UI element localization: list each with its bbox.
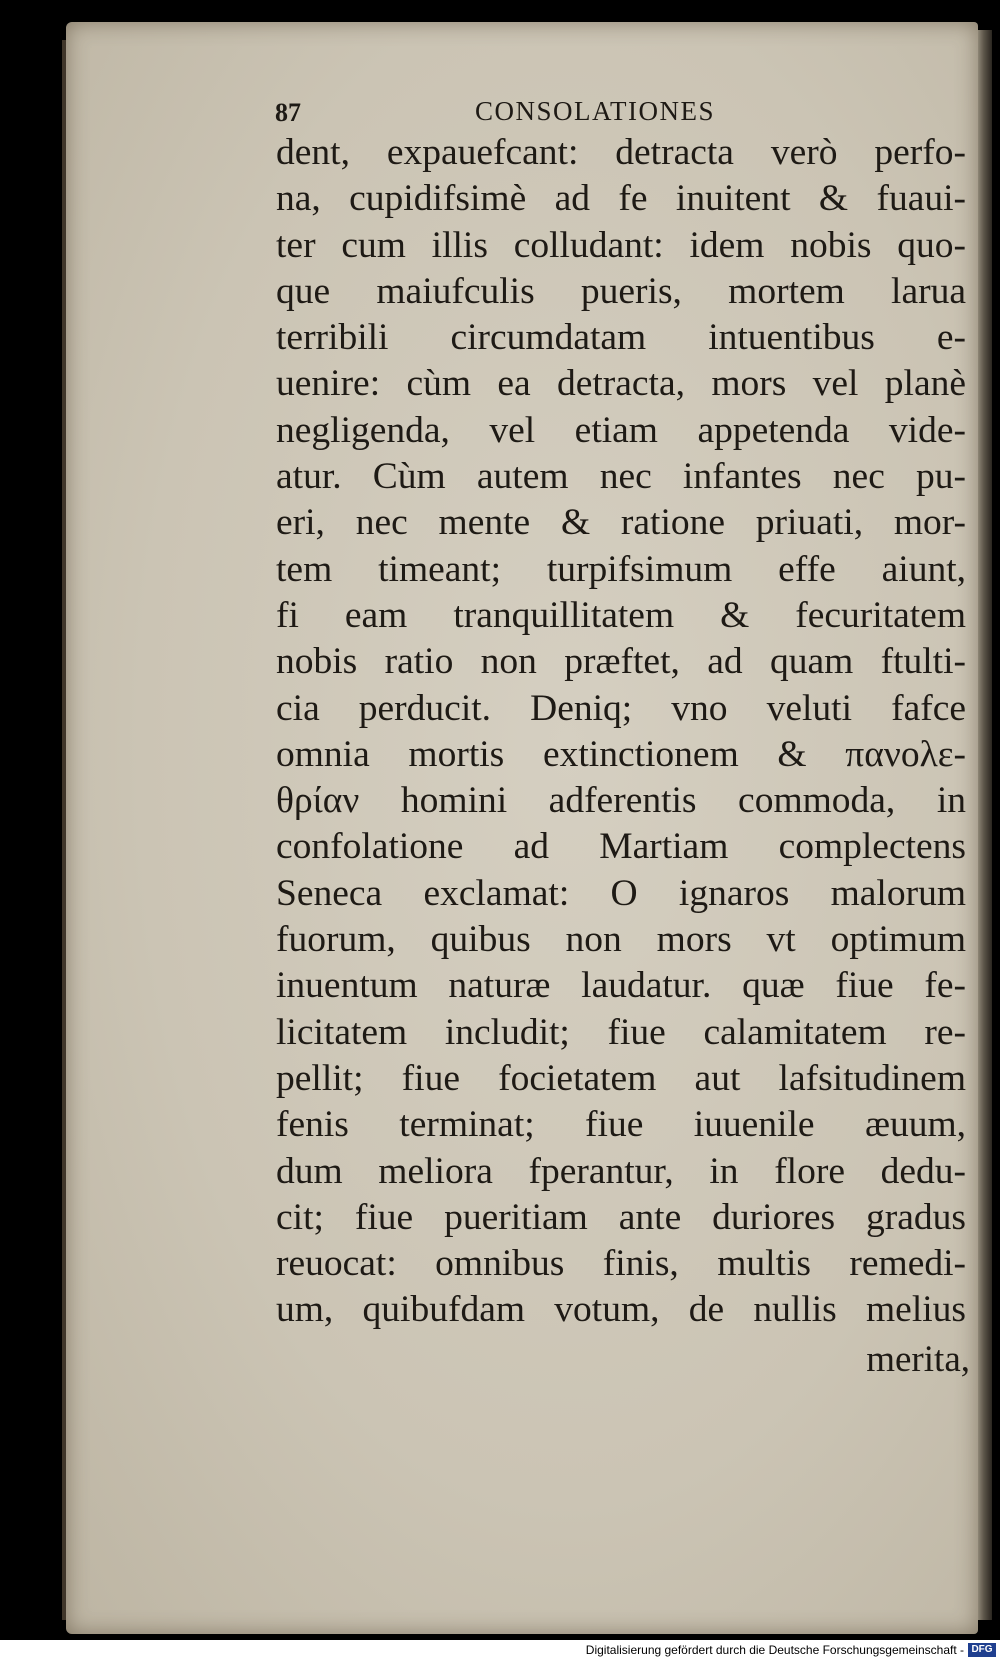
text-line: ter cum illis colludant: idem nobis quo- xyxy=(276,224,966,266)
text-line: Seneca exclamat: O ignaros malorum xyxy=(276,872,966,914)
text-line: confolatione ad Martiam complectens xyxy=(276,826,966,868)
text-line: uenire: cùm ea detracta, mors vel planè xyxy=(276,363,966,405)
text-line: reuocat: omnibus finis, multis remedi- xyxy=(276,1243,966,1285)
text-line: licitatem includit; fiue calamitatem re- xyxy=(276,1011,966,1053)
dfg-logo-icon: DFG xyxy=(968,1643,996,1657)
text-line: nobis ratio non præftet, ad quam ftulti- xyxy=(276,641,966,683)
text-line: θρίαν homini adferentis commoda, in xyxy=(276,780,966,822)
running-title: CONSOLATIONES xyxy=(475,96,716,126)
page-number: 87 xyxy=(275,98,301,127)
text-line: terribili circumdatam intuentibus e- xyxy=(276,317,966,359)
text-line: fi eam tranquillitatem & fecuritatem xyxy=(276,594,966,636)
text-line: negligenda, vel etiam appetenda vide- xyxy=(276,409,966,451)
text-line: inuentum naturæ laudatur. quæ fiue fe- xyxy=(276,965,966,1007)
funding-credit: Digitalisierung gefördert durch die Deutsche Forschungsgemeinschaft - xyxy=(585,1643,964,1657)
text-line: na, cupidifsimè ad fe inuitent & fuaui- xyxy=(276,178,966,220)
text-line: cia perducit. Deniq; vno veluti fafce xyxy=(276,687,966,729)
text-line: dent, expauefcant: detracta verò perfo- xyxy=(276,132,966,173)
text-line: um, quibufdam votum, de nullis melius xyxy=(276,1289,966,1331)
text-line: fuorum, quibus non mors vt optimum xyxy=(276,919,966,961)
text-line: omnia mortis extinctionem & πανολε- xyxy=(276,733,966,775)
text-line: cit; fiue pueritiam ante duriores gradus xyxy=(276,1196,966,1238)
body-text xyxy=(276,130,966,1334)
text-line: atur. Cùm autem nec infantes nec pu- xyxy=(276,456,966,498)
text-line: tem timeant; turpifsimum effe aiunt, xyxy=(276,548,966,590)
text-line: que maiufculis pueris, mortem larua xyxy=(276,270,966,312)
page-edge xyxy=(978,30,992,1620)
digitization-footer xyxy=(0,1640,1000,1661)
text-line: fenis terminat; fiue iuuenile æuum, xyxy=(276,1104,966,1146)
text-line: dum meliora fperantur, in flore dedu- xyxy=(276,1150,966,1192)
text-line: eri, nec mente & ratione priuati, mor- xyxy=(276,502,966,544)
catchword: merita, xyxy=(866,1339,970,1380)
text-line: pellit; fiue focietatem aut lafsitudinem xyxy=(276,1057,966,1099)
